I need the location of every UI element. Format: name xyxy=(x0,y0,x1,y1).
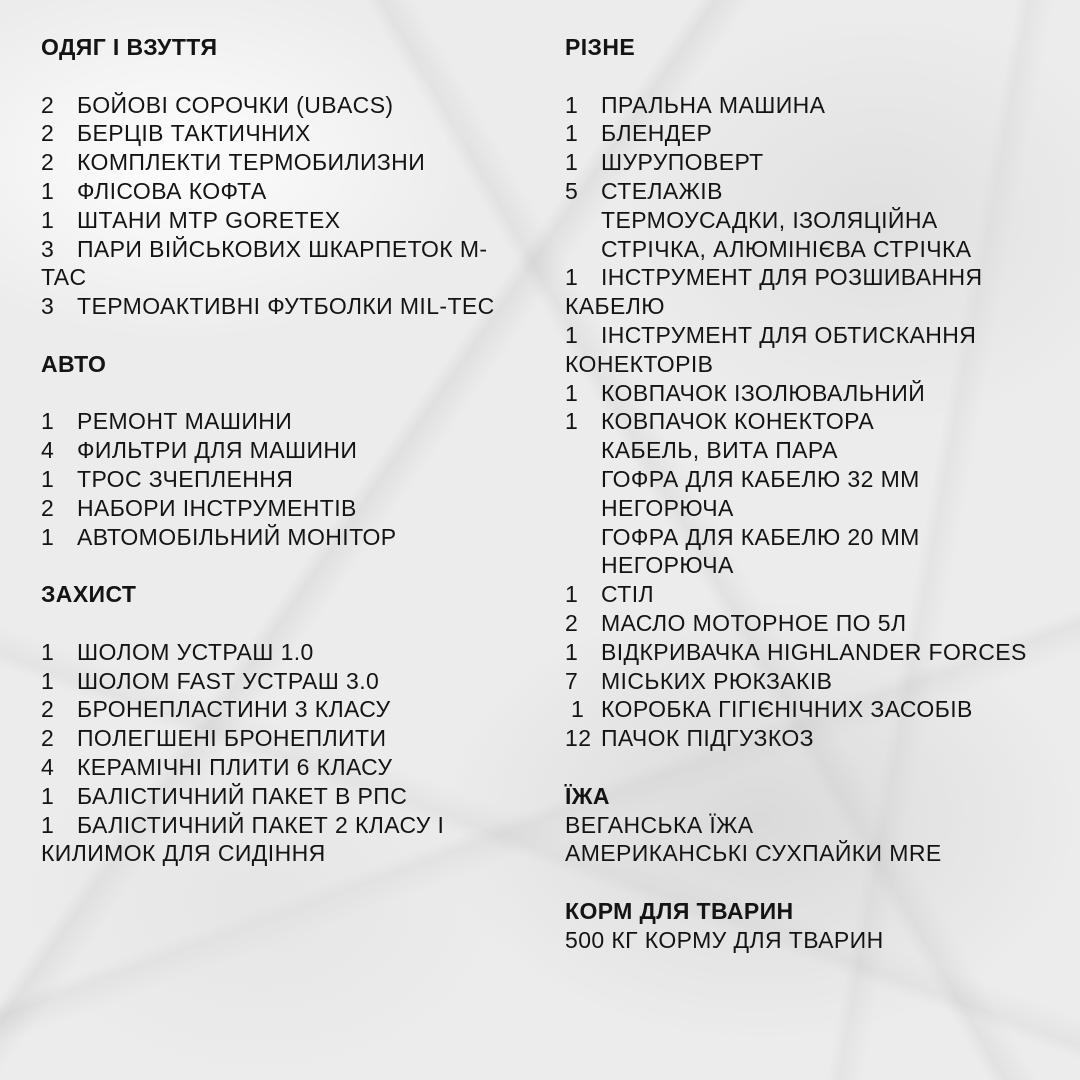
list-item xyxy=(565,379,1045,408)
item-qty: 1 xyxy=(41,523,55,550)
item-qty: 1 xyxy=(571,696,585,723)
list-item xyxy=(565,263,1045,321)
item-text: ШОЛОМ FAST УСТРАШ 3.0 xyxy=(77,667,380,694)
section-heading-auto: АВТО xyxy=(41,350,107,377)
item-text: КОРОБКА ГІГІЄНІЧНИХ ЗАСОБІВ xyxy=(601,696,973,723)
section-auto xyxy=(41,350,511,552)
list-item xyxy=(41,753,511,782)
item-qty: 2 xyxy=(41,696,55,723)
list-item xyxy=(565,695,1045,724)
item-text: КОМПЛЕКТИ ТЕРМОБИЛИЗНИ xyxy=(77,149,426,176)
section-heading-protection: ЗАХИСТ xyxy=(41,581,137,608)
section-heading-food: ЇЖА xyxy=(565,782,610,809)
list-item xyxy=(41,206,511,235)
item-qty: 4 xyxy=(41,753,55,780)
item-qty: 1 xyxy=(565,321,579,348)
section-protection xyxy=(41,580,511,868)
item-qty: 2 xyxy=(41,91,55,118)
item-text: МАСЛО МОТОРНОЕ ПО 5Л xyxy=(601,609,907,636)
item-qty: 1 xyxy=(565,120,579,147)
section-heading-misc: РІЗНЕ xyxy=(565,34,636,60)
item-text: ІНСТРУМЕНТ ДЛЯ ОБТИСКАННЯ КОНЕКТОРІВ xyxy=(565,321,977,377)
list-item xyxy=(565,580,1045,609)
item-text: ТРОС ЗЧЕПЛЕННЯ xyxy=(77,465,294,492)
item-qty: 1 xyxy=(565,149,579,176)
list-item xyxy=(41,119,511,148)
item-qty: 5 xyxy=(565,177,579,204)
item-qty: 1 xyxy=(41,206,55,233)
list-item xyxy=(565,667,1045,696)
item-text: ПРАЛЬНА МАШИНА xyxy=(601,91,826,118)
item-qty: 1 xyxy=(565,408,579,435)
list-item xyxy=(41,292,511,321)
list-item xyxy=(565,91,1045,120)
list-item xyxy=(565,177,1045,206)
item-qty: 2 xyxy=(41,494,55,521)
item-text: ПАРИ ВІЙСЬКОВИХ ШКАРПЕТОК M-TAC xyxy=(41,235,488,291)
item-qty: 1 xyxy=(41,465,55,492)
right-column xyxy=(565,33,1045,983)
section-heading-animal-feed: КОРМ ДЛЯ ТВАРИН xyxy=(565,897,794,924)
item-text: АВТОМОБІЛЬНИЙ МОНІТОР xyxy=(77,523,397,550)
list-item xyxy=(41,177,511,206)
list-item xyxy=(565,119,1045,148)
item-text: МІСЬКИХ РЮКЗАКІВ xyxy=(601,667,833,694)
list-item: АМЕРИКАНСЬКІ СУХПАЙКИ MRE xyxy=(565,840,942,867)
list-item xyxy=(565,148,1045,177)
item-text: РЕМОНТ МАШИНИ xyxy=(77,408,293,435)
list-item xyxy=(41,782,511,811)
item-text: ФЛІСОВА КОФТА xyxy=(77,177,267,204)
item-qty: 1 xyxy=(565,379,579,406)
list-item xyxy=(565,407,1045,436)
item-text: ВІДКРИВАЧКА HIGHLANDER FORCES xyxy=(601,638,1027,665)
item-text: БОЙОВІ СОРОЧКИ (UBACS) xyxy=(77,91,394,118)
item-text: БЛЕНДЕР xyxy=(601,120,713,147)
item-qty: 1 xyxy=(565,91,579,118)
section-animal-feed xyxy=(565,897,1045,955)
item-text: ГОФРА ДЛЯ КАБЕЛЮ 20 ММ НЕГОРЮЧА xyxy=(601,523,920,579)
item-text: ТЕРМОУСАДКИ, ІЗОЛЯЦІЙНА СТРІЧКА, АЛЮМІНІЄВА СТРІЧКА xyxy=(601,206,972,262)
list-item xyxy=(565,638,1045,667)
list-item xyxy=(565,523,1045,581)
item-qty: 2 xyxy=(565,609,579,636)
list-item xyxy=(565,436,1045,465)
item-text: БЕРЦІВ ТАКТИЧНИХ xyxy=(77,120,311,147)
list-item xyxy=(41,695,511,724)
item-qty: 1 xyxy=(41,782,55,809)
list-item xyxy=(565,206,1045,264)
item-qty: 1 xyxy=(565,581,579,608)
list-item: 500 КГ КОРМУ ДЛЯ ТВАРИН xyxy=(565,926,884,953)
item-text: КЕРАМІЧНІ ПЛИТИ 6 КЛАСУ xyxy=(77,753,393,780)
list-item: ВЕГАНСЬКА ЇЖА xyxy=(565,811,754,838)
section-clothing xyxy=(41,33,511,321)
item-qty: 12 xyxy=(565,725,592,752)
list-item xyxy=(41,465,511,494)
item-text: ТЕРМОАКТИВНІ ФУТБОЛКИ MIL-TEC xyxy=(77,293,495,320)
item-text: КОВПАЧОК КОНЕКТОРА xyxy=(601,408,875,435)
item-text: КОВПАЧОК ІЗОЛЮВАЛЬНИЙ xyxy=(601,379,926,406)
item-text: БРОНЕПЛАСТИНИ 3 КЛАСУ xyxy=(77,696,391,723)
item-qty: 3 xyxy=(41,293,55,320)
list-item xyxy=(41,811,511,869)
list-item xyxy=(565,321,1045,379)
item-qty: 1 xyxy=(41,667,55,694)
item-qty: 4 xyxy=(41,437,55,464)
list-item xyxy=(41,91,511,120)
section-food xyxy=(565,782,1045,868)
list-item xyxy=(41,436,511,465)
list-item xyxy=(41,407,511,436)
item-text: СТІЛ xyxy=(601,581,654,608)
item-text: СТЕЛАЖІВ xyxy=(601,177,723,204)
item-text: ШОЛОМ УСТРАШ 1.0 xyxy=(77,638,314,665)
list-item xyxy=(41,494,511,523)
item-text: КАБЕЛЬ, ВИТА ПАРА xyxy=(601,437,838,464)
item-text: ГОФРА ДЛЯ КАБЕЛЮ 32 ММ НЕГОРЮЧА xyxy=(601,465,920,521)
list-item xyxy=(41,638,511,667)
list-item xyxy=(41,667,511,696)
list-item xyxy=(565,465,1045,523)
list-item xyxy=(565,609,1045,638)
item-text: БАЛІСТИЧНИЙ ПАКЕТ 2 КЛАСУ І КИЛИМОК ДЛЯ СИДІННЯ xyxy=(41,811,445,867)
item-qty: 2 xyxy=(41,725,55,752)
item-qty: 2 xyxy=(41,120,55,147)
item-text: НАБОРИ ІНСТРУМЕНТІВ xyxy=(77,494,357,521)
item-qty: 7 xyxy=(565,667,579,694)
section-misc xyxy=(565,33,1045,753)
section-heading-clothing: ОДЯГ І ВЗУТТЯ xyxy=(41,34,218,60)
item-qty: 2 xyxy=(41,149,55,176)
list-item xyxy=(41,148,511,177)
item-qty: 1 xyxy=(41,811,55,838)
item-text: ФИЛЬТРИ ДЛЯ МАШИНИ xyxy=(77,437,358,464)
item-text: ШУРУПОВЕРТ xyxy=(601,149,764,176)
item-qty: 1 xyxy=(41,408,55,435)
item-qty: 1 xyxy=(565,264,579,291)
item-qty: 3 xyxy=(41,235,55,262)
item-qty: 1 xyxy=(565,638,579,665)
list-item xyxy=(565,724,1045,753)
item-text: ШТАНИ МТР GORETEX xyxy=(77,206,341,233)
item-text: БАЛІСТИЧНИЙ ПАКЕТ В РПС xyxy=(77,782,408,809)
item-text: ПАЧОК ПІДГУЗКОЗ xyxy=(601,725,814,752)
item-qty: 1 xyxy=(41,638,55,665)
item-text: ПОЛЕГШЕНІ БРОНЕПЛИТИ xyxy=(77,725,387,752)
item-qty: 1 xyxy=(41,177,55,204)
list-item xyxy=(41,235,511,293)
left-column xyxy=(41,33,511,897)
item-text: ІНСТРУМЕНТ ДЛЯ РОЗШИВАННЯ КАБЕЛЮ xyxy=(565,264,983,320)
list-item xyxy=(41,724,511,753)
list-item xyxy=(41,523,511,552)
